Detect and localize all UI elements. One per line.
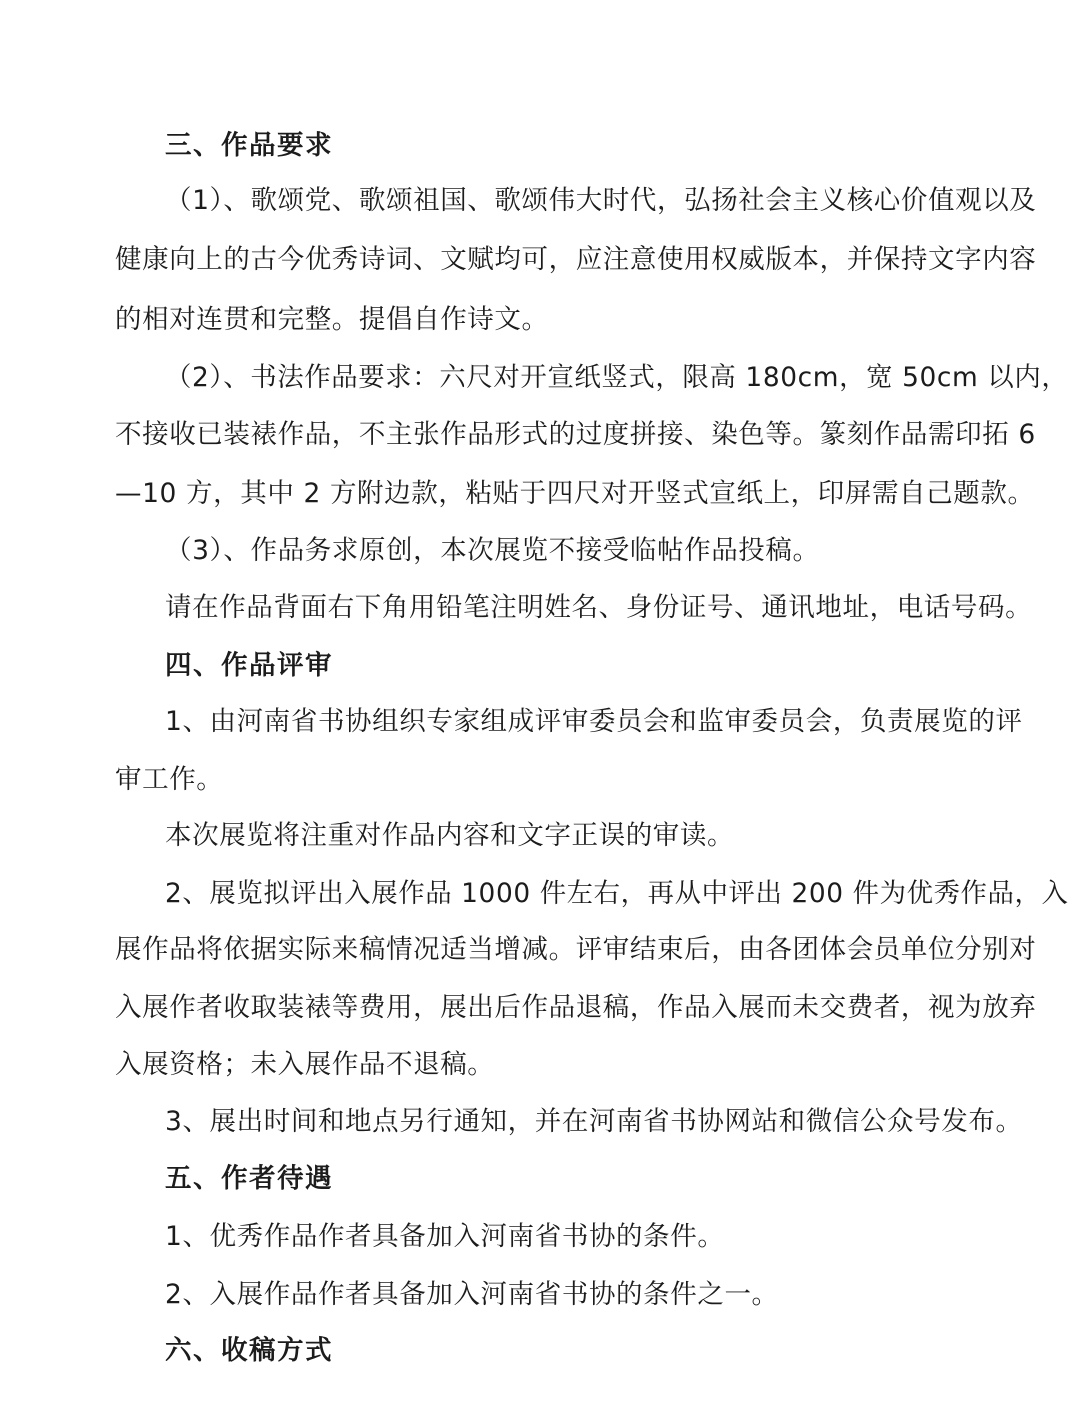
paragraph-line: 2、展览拟评出入展作品 1000 件左右，再从中评出 200 件为优秀作品，入 (165, 878, 1069, 909)
section-heading-submission-method: 六、收稿方式 (165, 1335, 333, 1366)
paragraph-line: —10 方，其中 2 方附边款，粘贴于四尺对开竖式宣纸上，印屏需自己题款。 (115, 478, 1035, 509)
paragraph-line: 1、优秀作品作者具备加入河南省书协的条件。 (165, 1221, 725, 1252)
paragraph-line: 审工作。 (115, 764, 224, 795)
paragraph-line: （1）、歌颂党、歌颂祖国、歌颂伟大时代，弘扬社会主义核心价值观以及 (165, 185, 1037, 216)
paragraph-line: 本次展览将注重对作品内容和文字正误的审读。 (165, 820, 735, 851)
paragraph-line: 展作品将依据实际来稿情况适当增减。评审结束后，由各团体会员单位分别对 (115, 934, 1037, 965)
paragraph-line: 健康向上的古今优秀诗词、文赋均可，应注意使用权威版本，并保持文字内容 (115, 244, 1037, 275)
paragraph-line: 不接收已装裱作品，不主张作品形式的过度拼接、染色等。篆刻作品需印拓 6 (115, 419, 1036, 450)
paragraph-line: 入展资格；未入展作品不退稿。 (115, 1049, 495, 1080)
paragraph-line: 3、展出时间和地点另行通知，并在河南省书协网站和微信公众号发布。 (165, 1106, 1023, 1137)
paragraph-line: 入展作者收取装裱等费用，展出后作品退稿，作品入展而未交费者，视为放弃 (115, 992, 1037, 1023)
paragraph-line: 的相对连贯和完整。提倡自作诗文。 (115, 304, 549, 335)
paragraph-line: （3）、作品务求原创，本次展览不接受临帖作品投稿。 (165, 535, 820, 566)
section-heading-work-requirements: 三、作品要求 (165, 130, 333, 161)
paragraph-line: 1、由河南省书协组织专家组成评审委员会和监审委员会，负责展览的评 (165, 706, 1023, 737)
section-heading-work-review: 四、作品评审 (165, 650, 333, 681)
section-heading-author-benefits: 五、作者待遇 (165, 1163, 333, 1194)
paragraph-line: 请在作品背面右下角用铅笔注明姓名、身份证号、通讯地址，电话号码。 (165, 592, 1033, 623)
paragraph-line: 2、入展作品作者具备加入河南省书协的条件之一。 (165, 1279, 779, 1310)
paragraph-line: （2）、书法作品要求：六尺对开宣纸竖式，限高 180cm，宽 50cm 以内， (165, 362, 1069, 393)
